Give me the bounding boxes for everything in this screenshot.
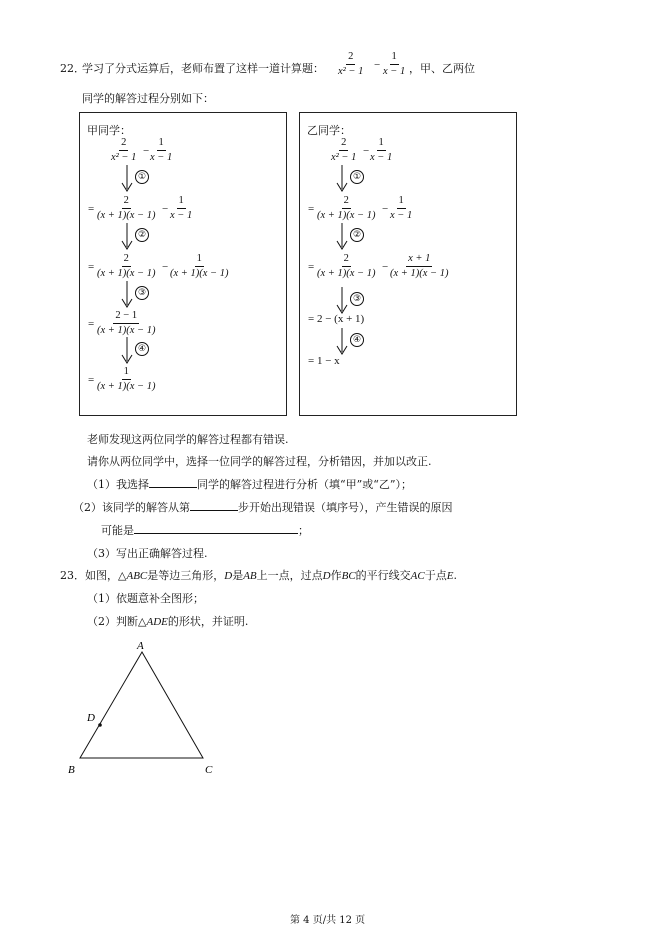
page-footer: 第 4 页/共 12 页 bbox=[290, 915, 366, 926]
yi-s1-eq: = bbox=[308, 203, 315, 215]
q23-stem bbox=[60, 567, 457, 583]
jia-s4-frac: $\frac{1}{(x + 1)(x - 1)}$ bbox=[97, 366, 156, 392]
yi-arrow-3-icon bbox=[336, 287, 348, 315]
yi-arrow-2-icon bbox=[336, 223, 348, 251]
jia-s2-eq: = bbox=[88, 261, 95, 273]
label-a: A bbox=[137, 640, 144, 652]
yi-s3: = 2 − (x + 1) bbox=[308, 313, 365, 325]
q22-part1 bbox=[87, 476, 412, 492]
jia-s3-frac: $\frac{2 - 1}{(x + 1)(x - 1)}$ bbox=[97, 310, 156, 336]
yi-arrow-4-icon bbox=[336, 328, 348, 356]
q23-text-g: 于点 bbox=[424, 569, 447, 582]
yi-s0-frac-b: $\frac{1}{x - 1}$ bbox=[370, 137, 393, 163]
q22-instruction: 请你从两位同学中，选择一位同学的解答过程，分析错因，并加以改正. bbox=[87, 455, 432, 468]
yi-s2-minus: − bbox=[382, 261, 389, 273]
label-d: D bbox=[87, 712, 95, 724]
yi-s1-frac-b: $\frac{1}{x - 1}$ bbox=[390, 195, 413, 221]
jia-s1-minus: − bbox=[162, 203, 169, 215]
jia-step-2: ② bbox=[135, 228, 149, 242]
jia-step-3: ③ bbox=[135, 286, 149, 300]
label-b: B bbox=[68, 764, 75, 776]
jia-title: 甲同学： bbox=[87, 124, 131, 137]
yi-step-4: ④ bbox=[350, 333, 364, 347]
q23-text-e: 作 bbox=[330, 569, 342, 582]
q23-text-f: 的平行线交 bbox=[355, 569, 411, 582]
jia-s2-frac-a: $\frac{2}{(x + 1)(x - 1)}$ bbox=[97, 253, 156, 279]
q22-intro-line2: 同学的解答过程分别如下： bbox=[82, 92, 214, 105]
jia-s0-frac-a: $\frac{2}{\text{x² − 1}}$ bbox=[111, 137, 137, 163]
q22-part2-reason bbox=[101, 522, 309, 538]
jia-step-4: ④ bbox=[135, 342, 149, 356]
yi-s2-frac-a: $\frac{2}{(x + 1)(x - 1)}$ bbox=[317, 253, 376, 279]
q22-part2-b: 步开始出现错误（填序号），产生错误的原因 bbox=[238, 501, 453, 514]
jia-s2-frac-b: $\frac{1}{(x + 1)(x - 1)}$ bbox=[170, 253, 229, 279]
label-c: C bbox=[205, 764, 213, 776]
yi-s2-eq: = bbox=[308, 261, 315, 273]
q22-part2-c: 可能是 bbox=[101, 524, 134, 537]
triangle-abc bbox=[80, 652, 203, 758]
q23-text-b: 是等边三角形， bbox=[147, 569, 225, 582]
q22-part3: （3）写出正确解答过程. bbox=[87, 547, 208, 560]
yi-arrow-1-icon bbox=[336, 165, 348, 193]
yi-title: 乙同学： bbox=[307, 124, 351, 137]
q23-d2: D bbox=[322, 570, 331, 582]
yi-s0-minus: − bbox=[363, 145, 370, 157]
yi-s0-frac-a: $\frac{2}{\text{x² − 1}}$ bbox=[331, 137, 357, 163]
jia-s1-frac-b: $\frac{1}{x - 1}$ bbox=[170, 195, 193, 221]
q22-intro-tail: ，甲、乙两位 bbox=[409, 62, 475, 75]
q23-ade: ADE bbox=[146, 616, 168, 628]
q22-expr-frac2: $\frac{1}{x - 1}$ bbox=[383, 51, 406, 77]
q22-part1-b: 同学的解答过程进行分析（填“甲”或“乙”）； bbox=[197, 478, 412, 491]
q22-expr-minus: − bbox=[374, 59, 381, 71]
jia-arrow-3-icon bbox=[121, 281, 133, 309]
q23-ac: AC bbox=[410, 570, 425, 582]
q22-part2-a: （2）该同学的解答从第 bbox=[73, 501, 190, 514]
q22-part1-blank[interactable] bbox=[149, 487, 197, 488]
q22-part2-d: ； bbox=[298, 524, 309, 537]
q23-ab: AB bbox=[243, 570, 257, 582]
q23-text-h: . bbox=[453, 569, 457, 582]
jia-step-1: ① bbox=[135, 170, 149, 184]
q22-note: 老师发现这两位同学的解答过程都有错误. bbox=[87, 433, 289, 446]
q22-expr-frac1: $\frac{2}{\text{x² − 1}}$ bbox=[338, 51, 364, 77]
q23-text-a: 如图，△ bbox=[85, 569, 127, 582]
jia-s3-eq: = bbox=[88, 318, 95, 330]
jia-s0-minus: − bbox=[143, 145, 150, 157]
jia-s2-minus: − bbox=[162, 261, 169, 273]
triangle-figure bbox=[62, 638, 242, 788]
q22-part2-blank-step[interactable] bbox=[190, 510, 238, 511]
yi-step-1: ① bbox=[350, 170, 364, 184]
q23-number: 23． bbox=[60, 569, 85, 582]
yi-s1-minus: − bbox=[382, 203, 389, 215]
q23-part2-a: （2）判断△ bbox=[87, 615, 147, 628]
q23-bc: BC bbox=[341, 570, 356, 582]
jia-arrow-2-icon bbox=[121, 223, 133, 251]
q23-e: E bbox=[446, 570, 454, 582]
q22-number: 22． bbox=[60, 62, 85, 75]
jia-arrow-4-icon bbox=[121, 337, 133, 365]
q23-part1: （1）依题意补全图形； bbox=[87, 592, 204, 605]
q23-part2 bbox=[87, 613, 248, 629]
q22-part1-a: （1）我选择 bbox=[87, 478, 149, 491]
q22-part2-blank-reason[interactable] bbox=[134, 533, 298, 534]
yi-s4: = 1 − x bbox=[308, 355, 340, 367]
yi-step-3: ③ bbox=[350, 292, 364, 306]
q22-intro: 学习了分式运算后，老师布置了这样一道计算题： bbox=[82, 62, 324, 75]
q23-text-c: 是 bbox=[232, 569, 244, 582]
q22-part2 bbox=[73, 499, 453, 515]
jia-s4-eq: = bbox=[88, 374, 95, 386]
yi-s2-frac-b: $\frac{x + 1}{(x + 1)(x - 1)}$ bbox=[390, 253, 449, 279]
q23-d: D bbox=[224, 570, 233, 582]
jia-s0-frac-b: $\frac{1}{x - 1}$ bbox=[150, 137, 173, 163]
yi-s1-frac-a: $\frac{2}{(x + 1)(x - 1)}$ bbox=[317, 195, 376, 221]
q23-abc: ABC bbox=[126, 570, 148, 582]
point-d bbox=[98, 723, 102, 727]
jia-s1-eq: = bbox=[88, 203, 95, 215]
jia-s1-frac-a: $\frac{2}{(x + 1)(x - 1)}$ bbox=[97, 195, 156, 221]
q23-text-d: 上一点，过点 bbox=[256, 569, 323, 582]
yi-step-2: ② bbox=[350, 228, 364, 242]
q23-part2-b: 的形状，并证明. bbox=[167, 615, 249, 628]
jia-arrow-1-icon bbox=[121, 165, 133, 193]
